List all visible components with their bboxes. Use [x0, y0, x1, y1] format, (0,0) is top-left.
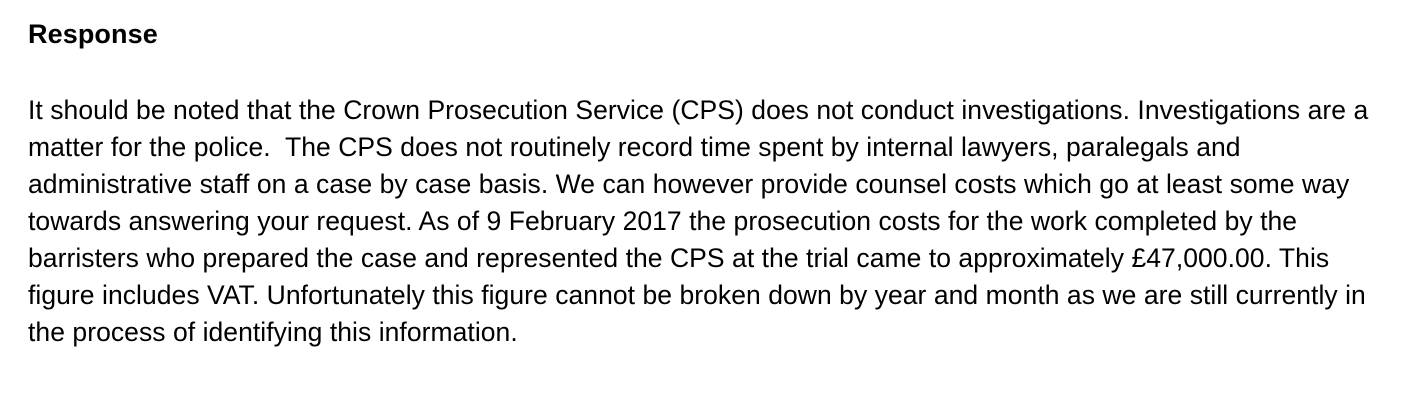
response-heading: Response	[28, 19, 158, 49]
response-body-paragraph: It should be noted that the Crown Prosecution Service (CPS) does not conduct investigations. Investigations are a matter for the police. The CPS does not routinely record time spent by internal lawyers, paralegals and administrative staff on a case by case basis. We can however provide counsel costs which go at least some way towards answering your request. As of 9 February 2017 the prosecution costs for the work completed by the barristers who prepared the case and represented the CPS at the trial came to approximately £47,000.00. This figure includes VAT. Unfortunately this figure cannot be broken down by year and month as we are still currently in the process of identifying this information.	[28, 95, 1376, 348]
heading-body-spacer	[28, 50, 1376, 92]
